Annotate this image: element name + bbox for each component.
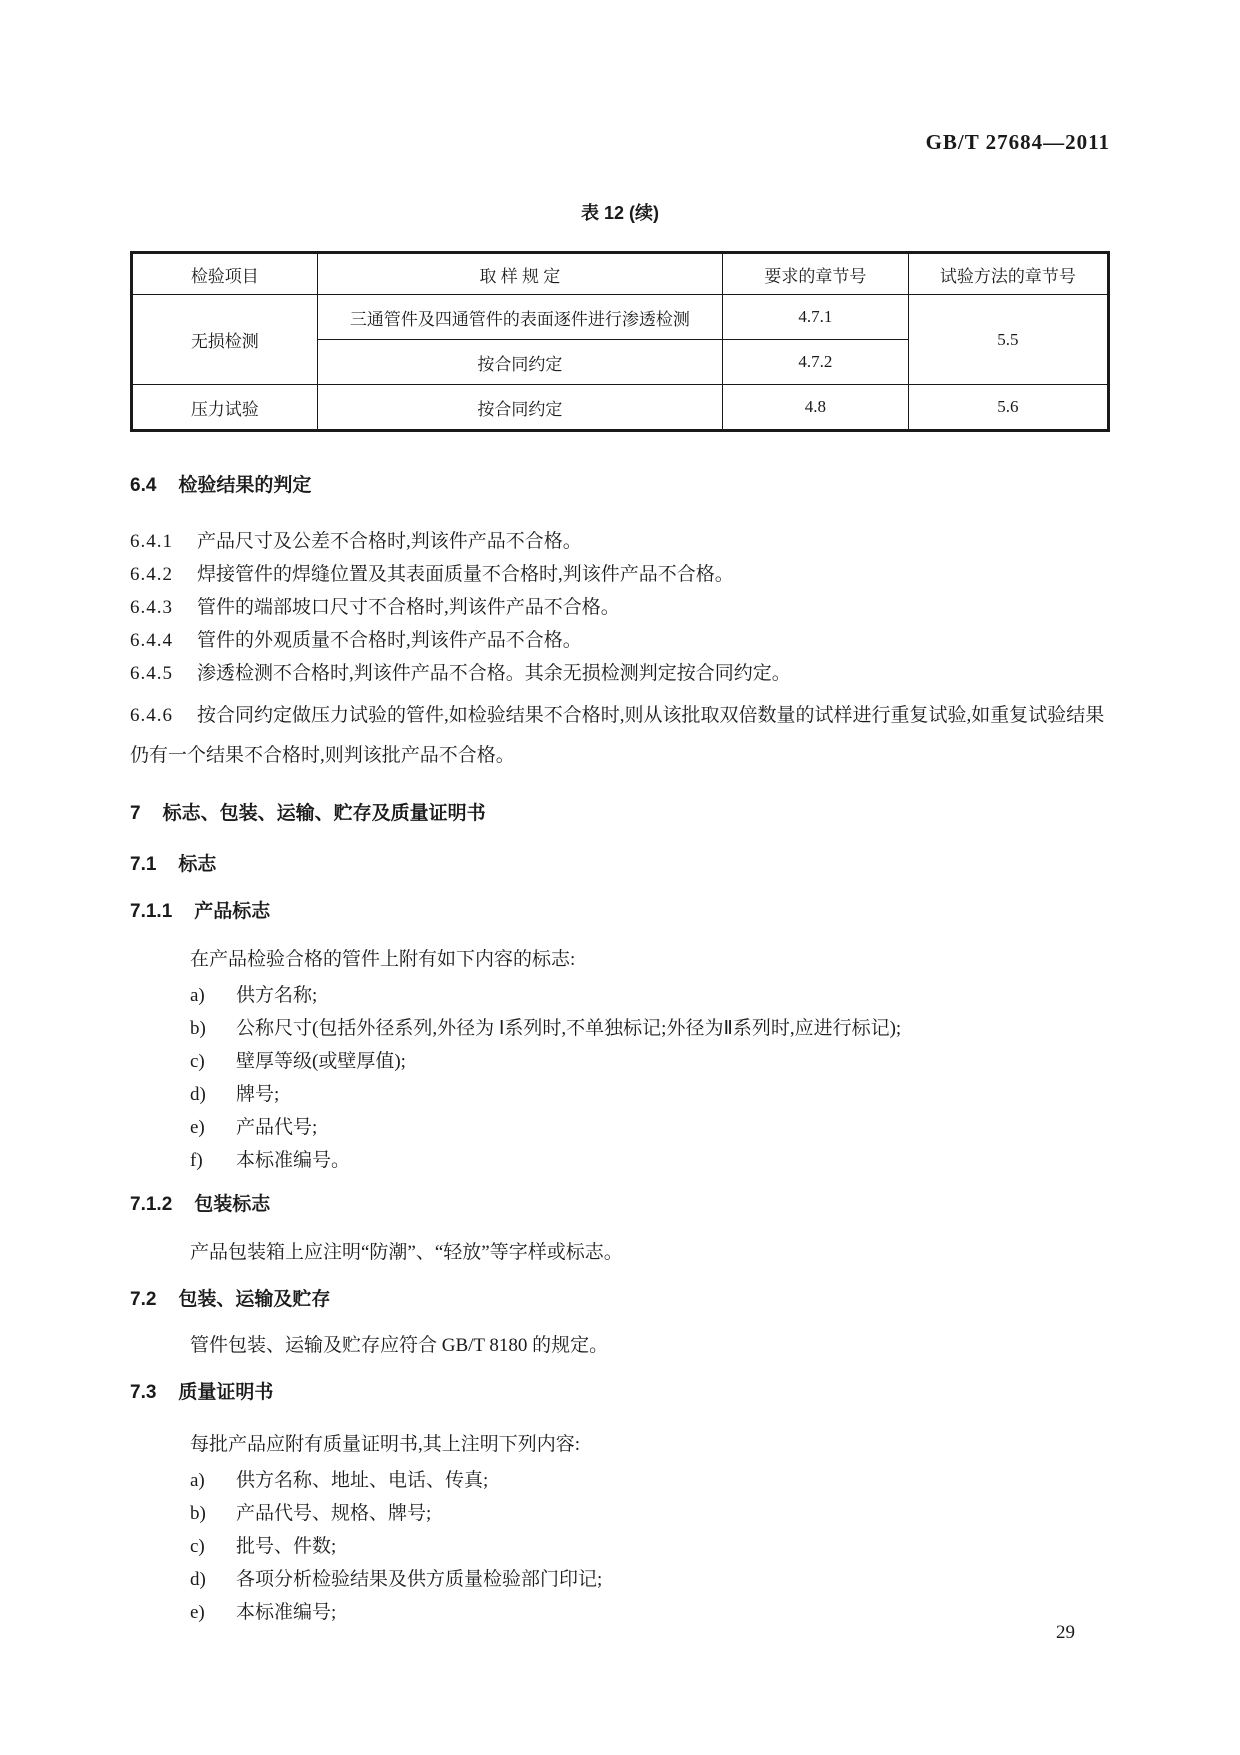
- list-item-text: 产品代号、规格、牌号;: [236, 1503, 432, 1524]
- clause-number: 6.4.3: [130, 597, 173, 618]
- clause-text: 管件的端部坡口尺寸不合格时,判该件产品不合格。: [197, 597, 620, 618]
- page-content: [130, 0, 1110, 1629]
- certificate-list: [130, 1464, 1110, 1629]
- section-heading-7-2: [130, 1286, 1110, 1313]
- clause-6-4-3: [130, 591, 1110, 624]
- list-item-label: d): [190, 1084, 206, 1105]
- clause-number: 6.4.1: [130, 531, 173, 552]
- list-item-text: 产品代号;: [236, 1117, 318, 1138]
- col-header-method-clause: 试验方法的章节号: [908, 253, 1108, 295]
- list-item: [190, 1464, 1110, 1497]
- list-item: [190, 1045, 1110, 1078]
- section-heading-7-1: [130, 851, 1110, 878]
- section-title: 包装标志: [194, 1194, 271, 1215]
- clause-6-4-4: [130, 624, 1110, 657]
- packing-mark-text: 产品包装箱上应注明“防潮”、“轻放”等字样或标志。: [190, 1242, 623, 1263]
- col-header-item: 检验项目: [132, 253, 318, 295]
- section-number: 7.1: [130, 854, 157, 875]
- section-title: 标志: [178, 854, 217, 875]
- section-title: 质量证明书: [178, 1382, 274, 1403]
- list-item-text: 供方名称、地址、电话、传真;: [236, 1470, 489, 1491]
- clause-number: 6.4.4: [130, 630, 173, 651]
- inspection-table: [130, 251, 1110, 432]
- clause-6-4-5: [130, 657, 1110, 690]
- list-item-label: b): [190, 1018, 206, 1039]
- list-item-label: e): [190, 1602, 205, 1623]
- section-heading-7: [130, 800, 1110, 827]
- col-header-req-clause: 要求的章节号: [723, 253, 909, 295]
- section-heading-7-1-2: [130, 1191, 1110, 1218]
- cell-method-clause: 5.6: [908, 385, 1108, 431]
- section-number: 7.2: [130, 1289, 157, 1310]
- list-item-label: c): [190, 1051, 205, 1072]
- section-heading-6-4: [130, 472, 1110, 499]
- page-number: 29: [1056, 1622, 1075, 1643]
- list-item: [190, 1563, 1110, 1596]
- cell-req-clause: 4.7.2: [723, 340, 909, 385]
- list-item: [190, 1596, 1110, 1629]
- list-item-label: e): [190, 1117, 205, 1138]
- list-item: [190, 1144, 1110, 1177]
- clause-6-4-2: [130, 558, 1110, 591]
- clause-text: 渗透检测不合格时,判该件产品不合格。其余无损检测判定按合同约定。: [197, 663, 791, 684]
- list-item-label: f): [190, 1150, 203, 1171]
- cell-sampling: 三通管件及四通管件的表面逐件进行渗透检测: [317, 295, 722, 340]
- clause-list-6-4: [130, 525, 1110, 776]
- list-item: [190, 1530, 1110, 1563]
- cell-method-clause: 5.5: [908, 295, 1108, 385]
- cell-req-clause: 4.8: [723, 385, 909, 431]
- section-heading-7-1-1: [130, 898, 1110, 925]
- clause-6-4-6: [130, 696, 1110, 776]
- table-row: [132, 295, 1109, 340]
- section-number: 7.1.2: [130, 1194, 173, 1215]
- certificate-intro: 每批产品应附有质量证明书,其上注明下列内容:: [190, 1434, 581, 1455]
- clause-6-4-1: [130, 525, 1110, 558]
- table-header-row: [132, 253, 1109, 295]
- list-item: [190, 979, 1110, 1012]
- list-item-label: d): [190, 1569, 206, 1590]
- list-item-text: 壁厚等级(或壁厚值);: [236, 1051, 406, 1072]
- clause-text: 焊接管件的焊缝位置及其表面质量不合格时,判该件产品不合格。: [197, 564, 734, 585]
- table-title: 表 12 (续): [580, 203, 659, 223]
- clause-text: 产品尺寸及公差不合格时,判该件产品不合格。: [197, 531, 582, 552]
- section-number: 7.3: [130, 1382, 157, 1403]
- list-item-label: a): [190, 985, 205, 1006]
- section-number: 7: [130, 803, 141, 824]
- list-item-text: 供方名称;: [236, 985, 318, 1006]
- list-item-text: 公称尺寸(包括外径系列,外径为 Ⅰ系列时,不单独标记;外径为Ⅱ系列时,应进行标记);: [236, 1018, 902, 1039]
- clause-text: 按合同约定做压力试验的管件,如检验结果不合格时,则从该批取双倍数量的试样进行重复试验,如重复试验结果仍有一个结果不合格时,则判该批产品不合格。: [130, 705, 1105, 766]
- product-mark-intro: 在产品检验合格的管件上附有如下内容的标志:: [190, 949, 576, 970]
- section-title: 包装、运输及贮存: [178, 1289, 331, 1310]
- cell-item: 无损检测: [132, 295, 318, 385]
- table-row: [132, 385, 1109, 431]
- cell-sampling: 按合同约定: [317, 340, 722, 385]
- section-heading-7-3: [130, 1379, 1110, 1406]
- cell-sampling: 按合同约定: [317, 385, 722, 431]
- clause-number: 6.4.5: [130, 663, 173, 684]
- cell-req-clause: 4.7.1: [723, 295, 909, 340]
- list-item-text: 牌号;: [236, 1084, 280, 1105]
- storage-text: 管件包装、运输及贮存应符合 GB/T 8180 的规定。: [190, 1335, 609, 1356]
- list-item-label: b): [190, 1503, 206, 1524]
- section-number: 6.4: [130, 475, 157, 496]
- list-item: [190, 1497, 1110, 1530]
- section-title: 检验结果的判定: [178, 475, 312, 496]
- list-item-label: c): [190, 1536, 205, 1557]
- clause-number: 6.4.2: [130, 564, 173, 585]
- section-title: 产品标志: [194, 901, 271, 922]
- col-header-sampling: 取 样 规 定: [317, 253, 722, 295]
- section-title: 标志、包装、运输、贮存及质量证明书: [162, 803, 486, 824]
- list-item-label: a): [190, 1470, 205, 1491]
- list-item-text: 本标准编号;: [236, 1602, 337, 1623]
- clause-text: 管件的外观质量不合格时,判该件产品不合格。: [197, 630, 582, 651]
- standard-code: GB/T 27684—2011: [925, 130, 1110, 154]
- list-item: [190, 1111, 1110, 1144]
- list-item-text: 批号、件数;: [236, 1536, 337, 1557]
- clause-number: 6.4.6: [130, 705, 173, 726]
- list-item-text: 各项分析检验结果及供方质量检验部门印记;: [236, 1569, 603, 1590]
- section-number: 7.1.1: [130, 901, 173, 922]
- list-item: [190, 1012, 1110, 1045]
- list-item: [190, 1078, 1110, 1111]
- list-item-text: 本标准编号。: [236, 1150, 351, 1171]
- product-mark-list: [130, 979, 1110, 1177]
- cell-item: 压力试验: [132, 385, 318, 431]
